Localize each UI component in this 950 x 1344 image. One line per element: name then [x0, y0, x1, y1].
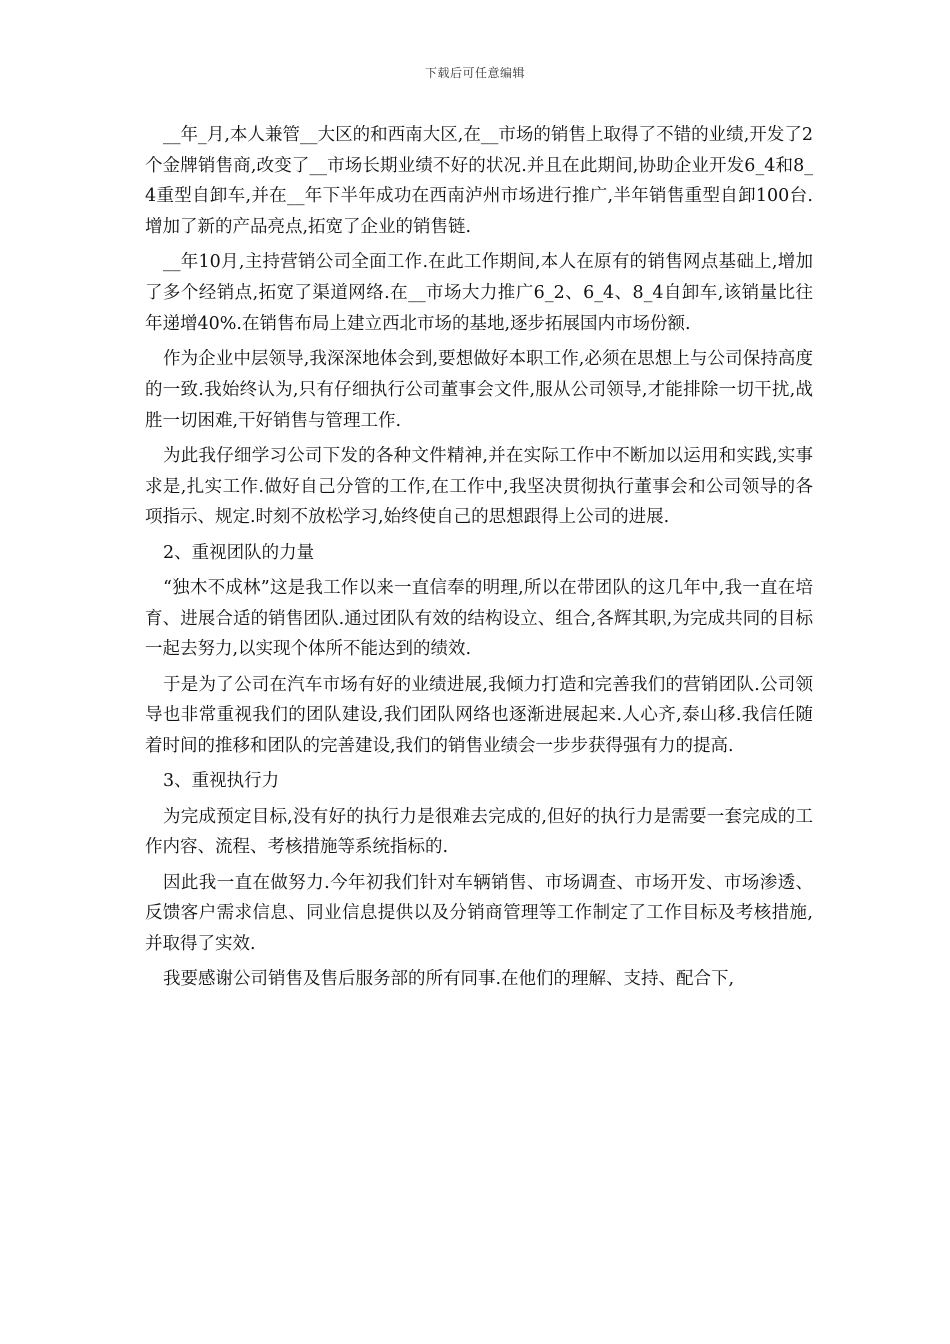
paragraph-4: 为此我仔细学习公司下发的各种文件精神,并在实际工作中不断加以运用和实践,实事求是,扎实工作.做好自己分管的工作,在工作中,我坚决贯彻执行董事会和公司领导的各项指示、规定.时刻不放松学习,始终使自己的思想跟得上公司的进展. — [145, 445, 813, 528]
section-heading-execution: 3、重视执行力 — [163, 771, 280, 792]
paragraph-2: __年10月,主持营销公司全面工作.在此工作期间,本人在原有的销售网点基础上,增加了多个经销点,拓宽了渠道网络.在__市场大力推广6_2、6_4、8_4自卸车,该销量比往年递增40%.在销售布局上建立西北市场的基地,逐步拓展国内市场份额. — [145, 252, 813, 334]
paragraph-8: 因此我一直在做努力.今年初我们针对车辆销售、市场调查、市场开发、市场渗透、反馈客户需求信息、同业信息提供以及分销商管理等工作制定了工作目标及考核措施,并取得了实效. — [145, 872, 813, 954]
paragraph-6: 于是为了公司在汽车市场有好的业绩进展,我倾力打造和完善我们的营销团队.公司领导也非常重视我们的团队建设,我们团队网络也逐渐进展起来.人心齐,泰山移.我信任随着时间的推移和团队的完善建设,我们的销售业绩会一步步获得强有力的提高. — [145, 674, 813, 756]
paragraph-9: 我要感谢公司销售及售后服务部的所有同事.在他们的理解、支持、配合下, — [163, 969, 735, 990]
paragraph-1: __年_月,本人兼管__大区的和西南大区,在__市场的销售上取得了不错的业绩,开发了2个金牌销售商,改变了__市场长期业绩不好的状况.并且在此期间,协助企业开发6_4和8_4重型自卸车,并在__年下半年成功在西南泸州市场进行推广,半年销售重型自卸100台.增加了新的产品亮点,拓宽了企业的销售链. — [145, 125, 813, 238]
paragraph-5: “独木不成林”这是我工作以来一直信奉的明理,所以在带团队的这几年中,我一直在培育、进展合适的销售团队.通过团队有效的结构设立、组合,各辉其职,为完成共同的目标一起去努力,以实现个体所不能达到的绩效. — [145, 577, 813, 660]
document-body — [145, 120, 813, 1000]
paragraph-7: 为完成预定目标,没有好的执行力是很难去完成的,但好的执行力是需要一套完成的工作内容、流程、考核措施等系统指标的. — [145, 806, 813, 858]
paragraph-3: 作为企业中层领导,我深深地体会到,要想做好本职工作,必须在思想上与公司保持高度的一致.我始终认为,只有仔细执行公司董事会文件,服从公司领导,才能排除一切干扰,战胜一切困难,干好销售与管理工作. — [145, 349, 813, 431]
page-header-note: 下载后可任意编辑 — [424, 66, 525, 80]
section-heading-team: 2、重视团队的力量 — [163, 542, 315, 563]
